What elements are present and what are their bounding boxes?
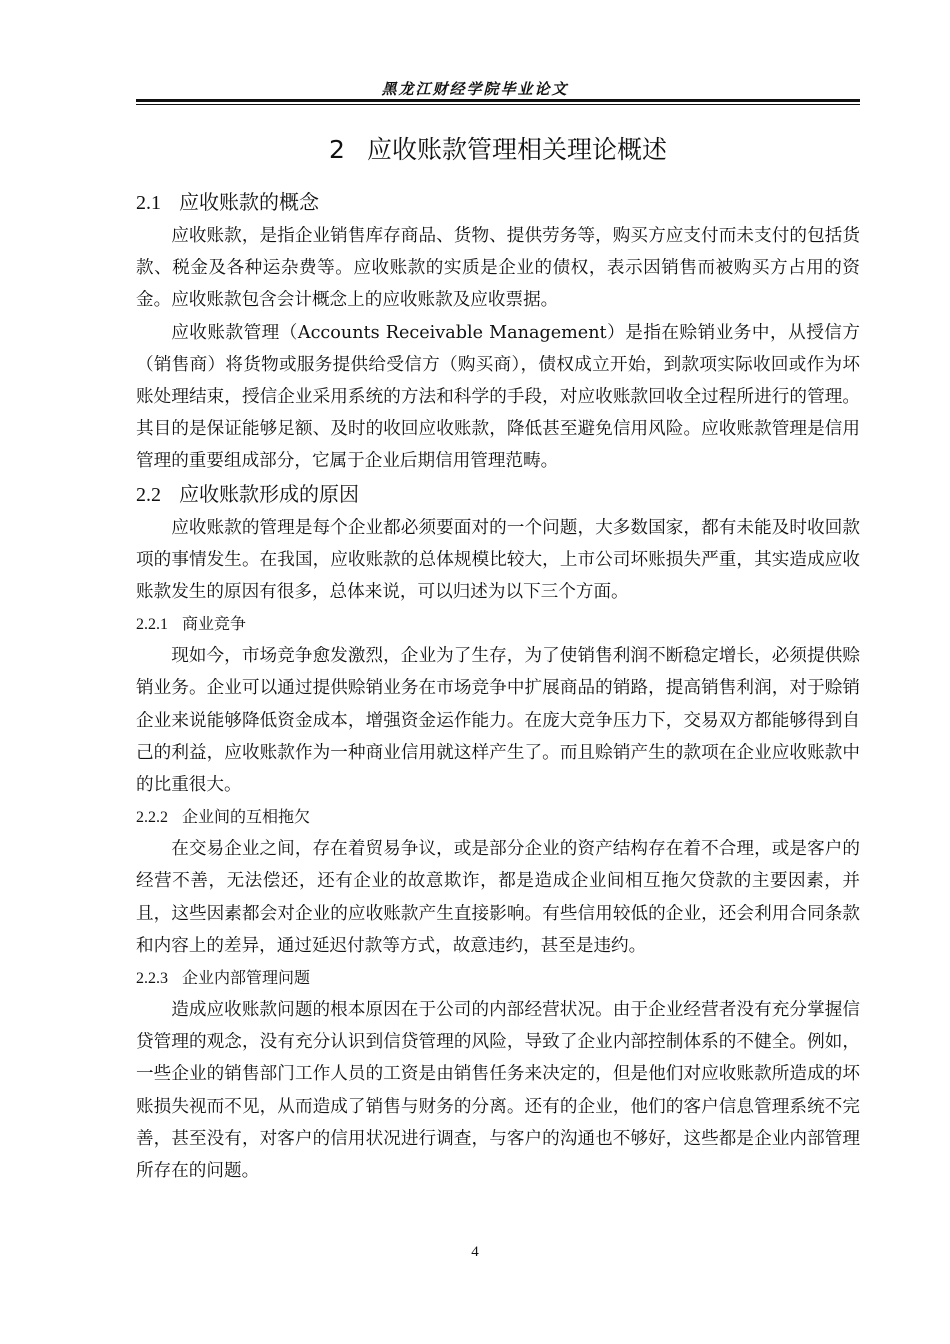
- page-number: 4: [471, 1244, 479, 1260]
- chapter-title: 应收账款管理相关理论概述: [366, 135, 667, 164]
- chapter-number: 2: [329, 135, 345, 164]
- paragraph: 在交易企业之间，存在着贸易争议，或是部分企业的资产结构存在着不合理，或是客户的经营不善，无法偿还，还有企业的故意欺诈，都是造成企业间相互拖欠贷款的主要因素，并且，这些因素都会对企业的应收账款产生直接影响。有些信用较低的企业，还会利用合同条款和内容上的差异，通过延迟付款等方式，故意违约，甚至是违约。: [136, 839, 860, 956]
- paragraph: 应收账款管理（Accounts Receivable Management）是指在赊销业务中，从授信方（销售商）将货物或服务提供给受信方（购买商），债权成立开始，到款项实际收回或作为坏账处理结束，授信企业采用系统的方法和科学的手段，对应收账款回收全过程所进行的管理。其目的是保证能够足额、及时的收回应收账款，降低甚至避免信用风险。应收账款管理是信用管理的重要组成部分，它属于企业后期信用管理范畴。: [136, 322, 860, 472]
- section-title: 应收账款形成的原因: [179, 481, 359, 506]
- section-title: 应收账款的概念: [179, 190, 319, 214]
- subsection-title: 商业竞争: [182, 614, 247, 634]
- chapter-heading: [136, 128, 860, 172]
- header-rule-thin: [136, 104, 860, 105]
- subsection-heading-2-2-1: [136, 608, 860, 640]
- page-header-title: 黑龙江财经学院毕业论文: [381, 80, 569, 98]
- subsection-heading-2-2-3: [136, 962, 860, 994]
- paragraph: 应收账款，是指企业销售库存商品、货物、提供劳务等，购买方应支付而未支付的包括货款、税金及各种运杂费等。应收账款的实质是企业的债权，表示因销售而被购买方占用的资金。应收账款包含会计概念上的应收账款及应收票据。: [136, 226, 860, 311]
- section-heading-2-2: [136, 478, 860, 510]
- paragraph: 应收账款的管理是每个企业都必须要面对的一个问题，大多数国家，都有未能及时收回款项的事情发生。在我国，应收账款的总体规模比较大，上市公司坏账损失严重，其实造成应收账款发生的原因有很多，总体来说，可以归述为以下三个方面。: [136, 517, 860, 603]
- section-number: 2.1: [136, 192, 161, 214]
- subsection-title: 企业内部管理问题: [182, 968, 311, 988]
- page-content: [136, 128, 860, 1187]
- subsection-heading-2-2-2: [136, 801, 860, 833]
- subsection-title: 企业间的互相拖欠: [182, 807, 311, 827]
- paragraph: 现如今，市场竞争愈发激烈，企业为了生存，为了使销售利润不断稳定增长，必须提供赊销业务。企业可以通过提供赊销业务在市场竞争中扩展商品的销路，提高销售利润，对于赊销企业来说能够降低资金成本，增强资金运作能力。在庞大竞争压力下，交易双方都能够得到自己的利益，应收账款作为一种商业信用就这样产生了。而且赊销产生的款项在企业应收账款中的比重很大。: [136, 646, 860, 796]
- subsection-number: 2.2.2: [136, 809, 168, 827]
- subsection-number: 2.2.3: [136, 970, 168, 988]
- header-rule-thick: [136, 99, 860, 102]
- section-number: 2.2: [136, 483, 161, 506]
- paragraph: 造成应收账款问题的根本原因在于公司的内部经营状况。由于企业经营者没有充分掌握信贷管理的观念，没有充分认识到信贷管理的风险，导致了企业内部控制体系的不健全。例如，一些企业的销售部门工作人员的工资是由销售任务来决定的，但是他们对应收账款所造成的坏账损失视而不见，从而造成了销售与财务的分离。还有的企业，他们的客户信息管理系统不完善，甚至没有，对客户的信用状况进行调查，与客户的沟通也不够好，这些都是企业内部管理所存在的问题。: [136, 1000, 860, 1182]
- subsection-number: 2.2.1: [136, 616, 168, 634]
- section-heading-2-1: [136, 186, 860, 218]
